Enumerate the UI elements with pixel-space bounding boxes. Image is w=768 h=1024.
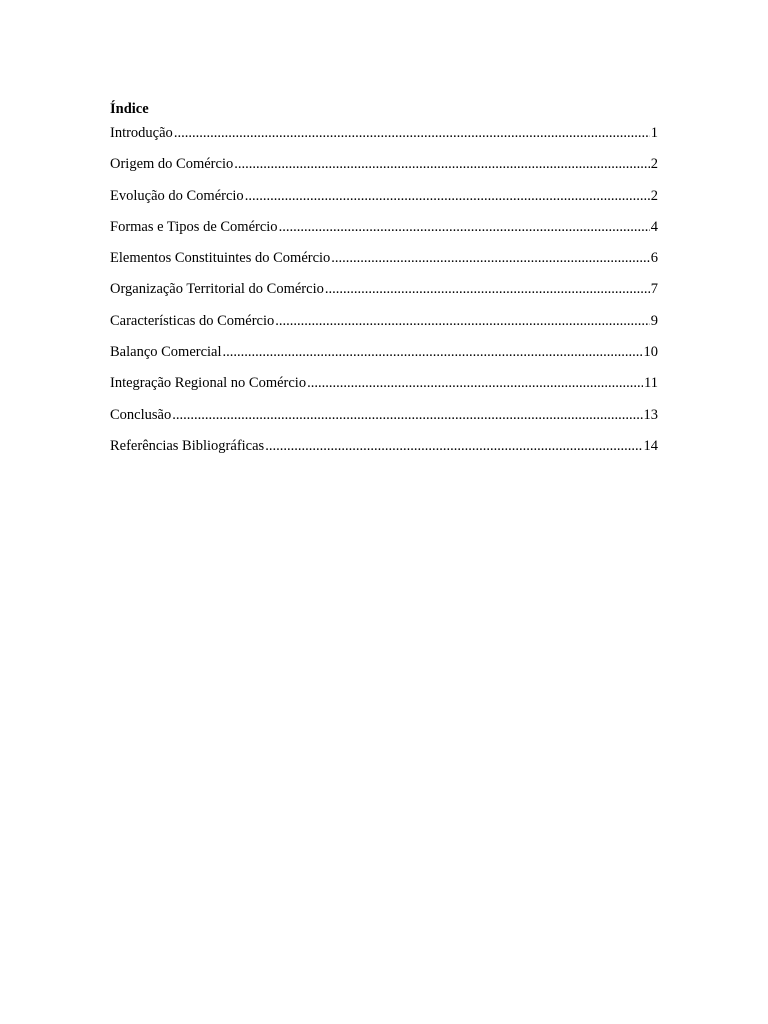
- toc-entry-caracteristicas[interactable]: [110, 312, 658, 330]
- toc-dot-leader: [331, 249, 649, 267]
- toc-title: Índice: [110, 101, 149, 117]
- toc-dot-leader: [325, 280, 650, 298]
- toc-entry-page-number: 2: [650, 156, 658, 173]
- toc-entry-organizacao-territorial[interactable]: [110, 280, 658, 298]
- toc-dot-leader: [307, 374, 643, 392]
- toc-entry-label: Formas e Tipos de Comércio: [110, 218, 278, 235]
- toc-entry-integracao-regional[interactable]: [110, 374, 658, 392]
- toc-entry-origem-do-comercio[interactable]: [110, 155, 658, 173]
- toc-entry-label: Integração Regional no Comércio: [110, 375, 307, 392]
- toc-dot-leader: [279, 218, 650, 236]
- toc-dot-leader: [234, 155, 650, 173]
- toc-entry-page-number: 7: [650, 281, 658, 298]
- toc-entry-page-number: 13: [643, 406, 658, 423]
- toc-dot-leader: [245, 187, 650, 205]
- toc-entry-evolucao-do-comercio[interactable]: [110, 187, 658, 205]
- table-of-contents: [110, 100, 658, 455]
- toc-dot-leader: [265, 437, 642, 455]
- toc-entry-page-number: 2: [650, 187, 658, 204]
- toc-entry-page-number: 14: [643, 437, 658, 454]
- toc-entry-label: Origem do Comércio: [110, 156, 234, 173]
- toc-entry-label: Referências Bibliográficas: [110, 437, 265, 454]
- toc-entry-label: Organização Territorial do Comércio: [110, 281, 324, 298]
- toc-entry-label: Conclusão: [110, 406, 172, 423]
- toc-entry-elementos-constituintes[interactable]: [110, 249, 658, 267]
- toc-entry-formas-e-tipos[interactable]: [110, 218, 658, 236]
- toc-entry-page-number: 9: [650, 312, 658, 329]
- toc-entry-balanco-comercial[interactable]: [110, 343, 658, 361]
- toc-entry-label: Elementos Constituintes do Comércio: [110, 250, 331, 267]
- toc-list: [110, 124, 658, 455]
- toc-entry-label: Características do Comércio: [110, 312, 275, 329]
- toc-entry-label: Balanço Comercial: [110, 344, 222, 361]
- toc-entry-page-number: 1: [650, 125, 658, 141]
- toc-entry-page-number: 6: [650, 250, 658, 267]
- toc-dot-leader: [223, 343, 643, 361]
- toc-entry-referencias-bibliograficas[interactable]: [110, 437, 658, 455]
- toc-entry-conclusao[interactable]: [110, 406, 658, 424]
- toc-entry-introducao[interactable]: [110, 124, 658, 142]
- toc-entry-page-number: 4: [650, 218, 658, 235]
- toc-entry-label: Introdução: [110, 125, 173, 141]
- toc-entry-page-number: 10: [643, 344, 658, 361]
- toc-dot-leader: [174, 124, 650, 142]
- toc-entry-page-number: 11: [644, 375, 658, 392]
- toc-entry-label: Evolução do Comércio: [110, 187, 244, 204]
- toc-dot-leader: [172, 406, 642, 424]
- toc-dot-leader: [275, 312, 649, 330]
